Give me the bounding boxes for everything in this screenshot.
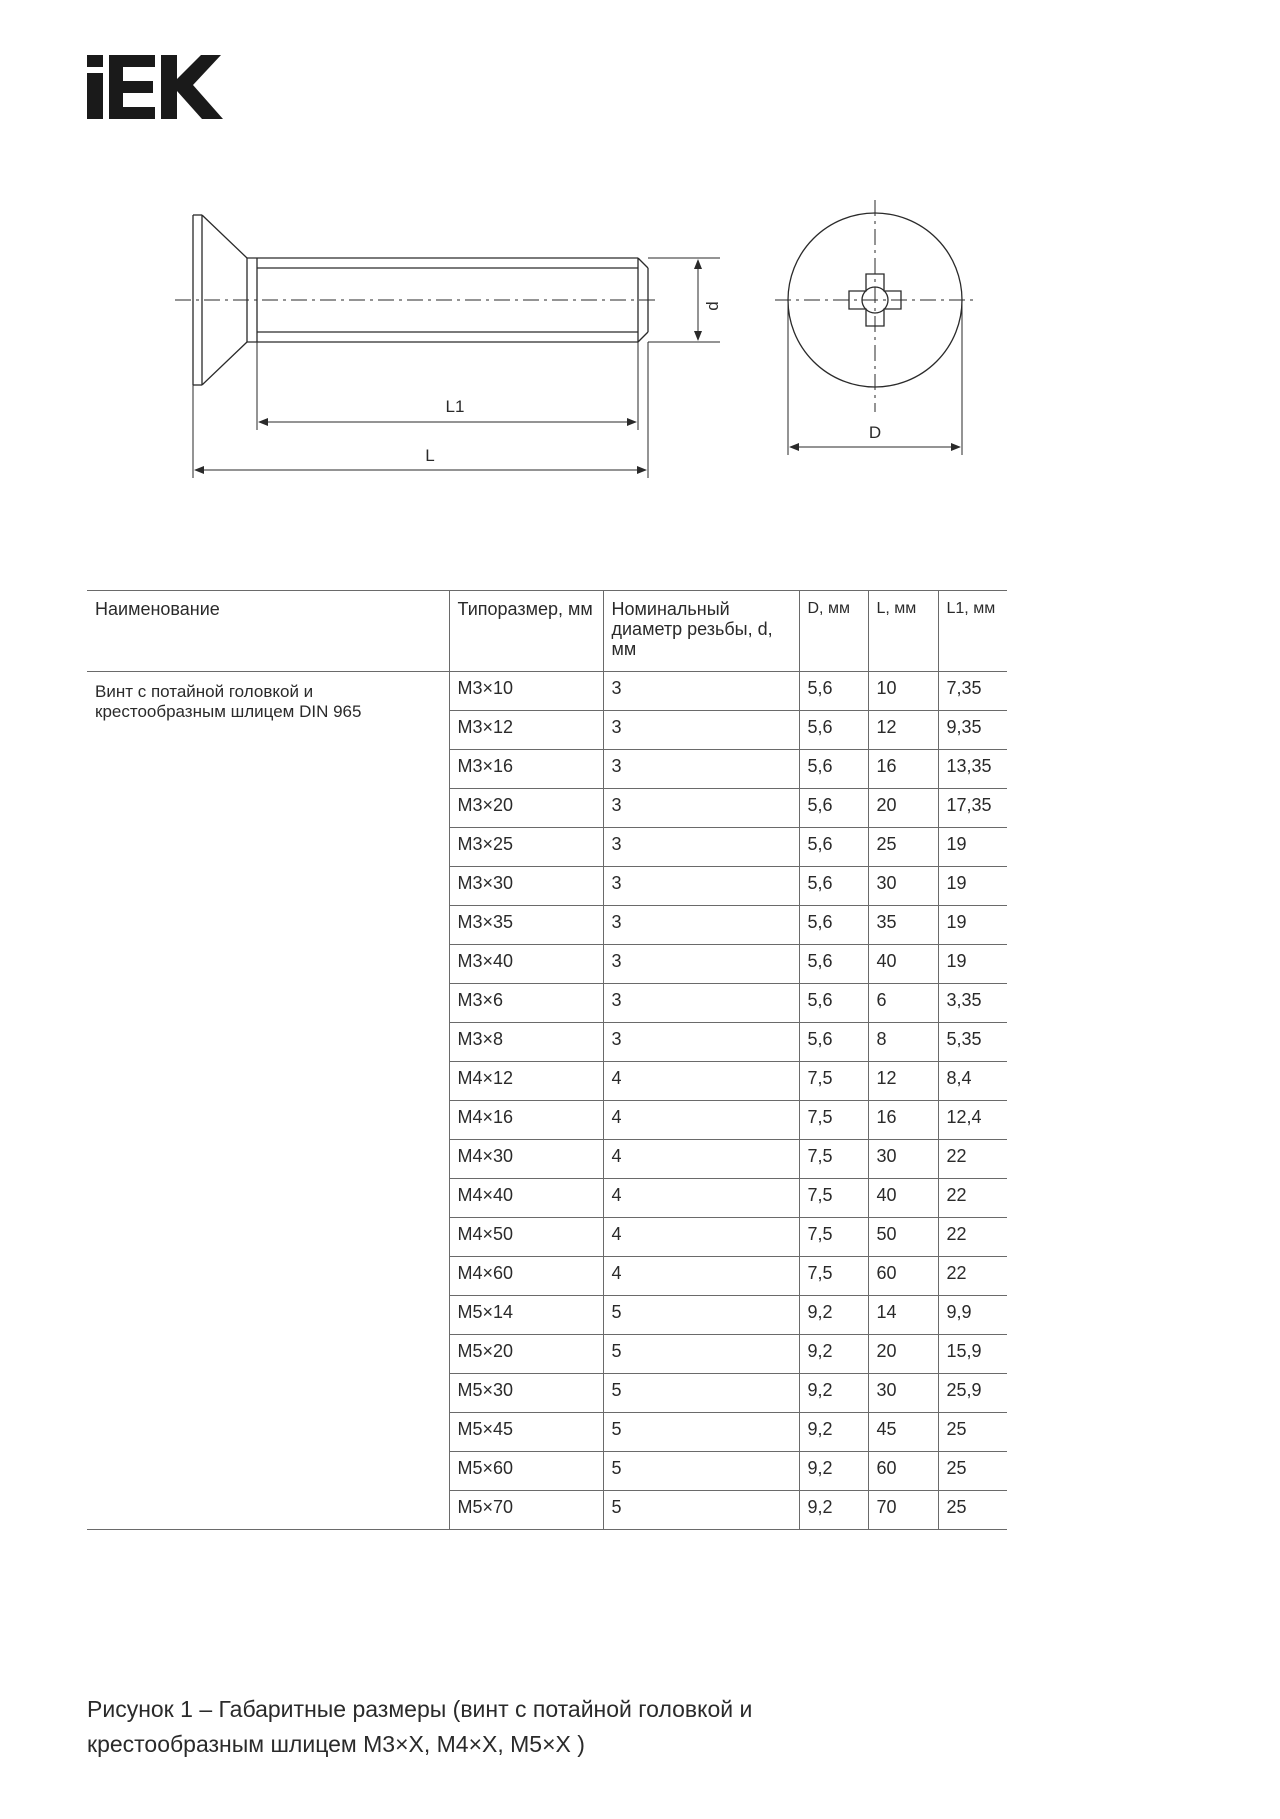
cell-size: М3×20 <box>449 789 603 828</box>
cell-thread-diameter: 5 <box>603 1413 799 1452</box>
cell-L: 12 <box>868 711 938 750</box>
cell-D: 5,6 <box>799 828 868 867</box>
cell-thread-diameter: 3 <box>603 789 799 828</box>
cell-D: 7,5 <box>799 1257 868 1296</box>
dim-label-D: D <box>868 423 882 442</box>
cell-thread-diameter: 3 <box>603 945 799 984</box>
iek-logo <box>87 55 247 119</box>
cell-thread-diameter: 3 <box>603 1023 799 1062</box>
cell-size: М3×30 <box>449 867 603 906</box>
screw-drawing <box>160 190 1000 500</box>
cell-D: 9,2 <box>799 1335 868 1374</box>
cell-L1: 25 <box>938 1413 1007 1452</box>
cell-L: 10 <box>868 672 938 711</box>
cell-L: 60 <box>868 1452 938 1491</box>
cell-L1: 9,9 <box>938 1296 1007 1335</box>
cell-L: 14 <box>868 1296 938 1335</box>
cell-L1: 22 <box>938 1218 1007 1257</box>
figure-caption <box>87 1692 752 1762</box>
cell-size: М4×50 <box>449 1218 603 1257</box>
cell-L1: 17,35 <box>938 789 1007 828</box>
caption-line-2: крестообразным шлицем М3×X, М4×X, М5×X ) <box>87 1731 585 1757</box>
cell-D: 9,2 <box>799 1491 868 1530</box>
header-thread-diameter: Номинальный диаметр резьбы, d, мм <box>603 591 799 672</box>
cell-D: 5,6 <box>799 750 868 789</box>
cell-L1: 25,9 <box>938 1374 1007 1413</box>
header-D: D, мм <box>799 591 868 672</box>
cell-D: 5,6 <box>799 711 868 750</box>
cell-thread-diameter: 4 <box>603 1062 799 1101</box>
cell-size: М5×14 <box>449 1296 603 1335</box>
cell-L1: 19 <box>938 828 1007 867</box>
cell-D: 5,6 <box>799 1023 868 1062</box>
cell-D: 5,6 <box>799 867 868 906</box>
cell-thread-diameter: 3 <box>603 906 799 945</box>
cell-L: 60 <box>868 1257 938 1296</box>
cell-L: 30 <box>868 1140 938 1179</box>
cell-L1: 19 <box>938 945 1007 984</box>
cell-L: 30 <box>868 1374 938 1413</box>
cell-size: М5×20 <box>449 1335 603 1374</box>
cell-L: 20 <box>868 1335 938 1374</box>
cell-L1: 12,4 <box>938 1101 1007 1140</box>
cell-L1: 5,35 <box>938 1023 1007 1062</box>
cell-thread-diameter: 3 <box>603 750 799 789</box>
cell-L: 12 <box>868 1062 938 1101</box>
cell-D: 5,6 <box>799 672 868 711</box>
cell-size: М3×25 <box>449 828 603 867</box>
cell-thread-diameter: 3 <box>603 828 799 867</box>
cell-L: 30 <box>868 867 938 906</box>
cell-D: 5,6 <box>799 789 868 828</box>
cell-L: 40 <box>868 945 938 984</box>
dim-label-L: L <box>425 446 435 465</box>
cell-D: 9,2 <box>799 1452 868 1491</box>
cell-L1: 15,9 <box>938 1335 1007 1374</box>
cell-thread-diameter: 5 <box>603 1296 799 1335</box>
dim-label-d: d <box>703 301 722 311</box>
header-name: Наименование <box>87 591 449 672</box>
cell-D: 5,6 <box>799 945 868 984</box>
cell-L: 8 <box>868 1023 938 1062</box>
cell-D: 9,2 <box>799 1374 868 1413</box>
cell-L: 6 <box>868 984 938 1023</box>
cell-L1: 25 <box>938 1452 1007 1491</box>
cell-L1: 8,4 <box>938 1062 1007 1101</box>
table-header-row <box>87 591 1007 672</box>
cell-thread-diameter: 5 <box>603 1335 799 1374</box>
cell-L: 35 <box>868 906 938 945</box>
cell-size: М3×16 <box>449 750 603 789</box>
screw-head-top-view <box>775 200 978 412</box>
cell-thread-diameter: 4 <box>603 1179 799 1218</box>
cell-thread-diameter: 3 <box>603 867 799 906</box>
cell-size: М3×10 <box>449 672 603 711</box>
cell-L1: 22 <box>938 1257 1007 1296</box>
cell-L1: 7,35 <box>938 672 1007 711</box>
cell-size: М5×30 <box>449 1374 603 1413</box>
cell-D: 5,6 <box>799 906 868 945</box>
cell-L1: 19 <box>938 906 1007 945</box>
cell-L1: 9,35 <box>938 711 1007 750</box>
cell-L: 45 <box>868 1413 938 1452</box>
cell-size: М4×40 <box>449 1179 603 1218</box>
cell-D: 7,5 <box>799 1101 868 1140</box>
cell-D: 7,5 <box>799 1062 868 1101</box>
caption-line-1: Рисунок 1 – Габаритные размеры (винт с потайной головкой и <box>87 1696 753 1722</box>
cell-size: М3×8 <box>449 1023 603 1062</box>
cell-thread-diameter: 4 <box>603 1101 799 1140</box>
product-name-cell: Винт с потайной головкой и крестообразным шлицем DIN 965 <box>87 672 449 1530</box>
dimensions-table <box>87 590 1007 1530</box>
cell-size: М5×45 <box>449 1413 603 1452</box>
cell-size: М4×16 <box>449 1101 603 1140</box>
cell-L: 16 <box>868 750 938 789</box>
header-L1: L1, мм <box>938 591 1007 672</box>
header-size: Типоразмер, мм <box>449 591 603 672</box>
cell-L1: 22 <box>938 1140 1007 1179</box>
cell-size: М4×60 <box>449 1257 603 1296</box>
cell-thread-diameter: 3 <box>603 984 799 1023</box>
cell-size: М3×40 <box>449 945 603 984</box>
cell-D: 9,2 <box>799 1413 868 1452</box>
cell-thread-diameter: 3 <box>603 711 799 750</box>
cell-thread-diameter: 4 <box>603 1218 799 1257</box>
dim-label-L1: L1 <box>445 397 465 416</box>
cell-D: 7,5 <box>799 1140 868 1179</box>
cell-L: 40 <box>868 1179 938 1218</box>
cell-size: М5×60 <box>449 1452 603 1491</box>
cell-size: М3×12 <box>449 711 603 750</box>
cell-thread-diameter: 4 <box>603 1257 799 1296</box>
cell-size: М4×30 <box>449 1140 603 1179</box>
cell-thread-diameter: 3 <box>603 672 799 711</box>
cell-thread-diameter: 5 <box>603 1452 799 1491</box>
cell-D: 7,5 <box>799 1179 868 1218</box>
cell-D: 9,2 <box>799 1296 868 1335</box>
cell-L: 50 <box>868 1218 938 1257</box>
cell-thread-diameter: 5 <box>603 1374 799 1413</box>
header-L: L, мм <box>868 591 938 672</box>
table-row <box>87 672 1007 711</box>
cell-L1: 13,35 <box>938 750 1007 789</box>
cell-size: М5×70 <box>449 1491 603 1530</box>
cell-L: 70 <box>868 1491 938 1530</box>
cell-L1: 22 <box>938 1179 1007 1218</box>
cell-thread-diameter: 5 <box>603 1491 799 1530</box>
cell-size: М3×35 <box>449 906 603 945</box>
cell-D: 5,6 <box>799 984 868 1023</box>
cell-thread-diameter: 4 <box>603 1140 799 1179</box>
cell-L1: 3,35 <box>938 984 1007 1023</box>
cell-L: 20 <box>868 789 938 828</box>
cell-L: 16 <box>868 1101 938 1140</box>
cell-L1: 19 <box>938 867 1007 906</box>
cell-D: 7,5 <box>799 1218 868 1257</box>
cell-size: М4×12 <box>449 1062 603 1101</box>
cell-L: 25 <box>868 828 938 867</box>
cell-L1: 25 <box>938 1491 1007 1530</box>
cell-size: М3×6 <box>449 984 603 1023</box>
